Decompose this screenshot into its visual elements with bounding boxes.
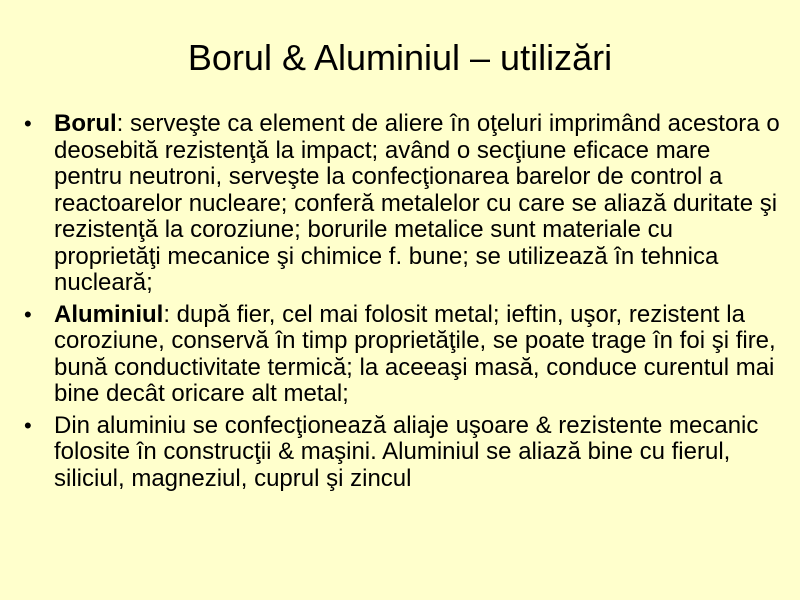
bullet-term-borul: Borul	[54, 110, 117, 137]
bullet-term-aluminiul: Aluminiul	[54, 300, 164, 328]
bullet-icon: •	[24, 412, 32, 438]
bullet-icon: •	[24, 301, 32, 327]
bullet-item-aliaje	[24, 411, 784, 493]
bullet-text-aluminiul: : după fier, cel mai folosit metal; ieftin, uşor, rezistent la coroziune, conservă în timp proprietăţile, se poate trage în foi şi fire, bună conductivitate termică; la aceeaşi masă, conduce curentul mai bine decât oricare alt metal;	[54, 300, 776, 407]
bullet-text-aliaje: Din aluminiu se confecţionează aliaje uşoare & rezistente mecanic folosite în construcţii & maşini. Aluminiul se aliază bine cu fierul, siliciul, magneziul, cuprul şi zincul	[54, 411, 759, 492]
bullet-item-aluminiul	[24, 300, 784, 408]
bullet-icon: •	[24, 111, 32, 136]
slide-title: Borul & Aluminiul – utilizări	[187, 37, 613, 78]
bullet-item-borul	[24, 110, 784, 297]
bullet-text-borul: : serveşte ca element de aliere în oţeluri imprimând acestora o deosebită rezistenţă la impact; având o secţiune eficace mare pentru neutroni, serveşte la confecţionarea barelor de control a reactoarelor nucleare; conferă metalelor cu care se aliază duritate şi rezistenţă la coroziune; borurile metalice sunt materiale cu proprietăţi mecanice şi chimice f. bune; se utilizează în tehnica nucleară;	[54, 110, 780, 296]
bullet-list	[24, 110, 784, 497]
